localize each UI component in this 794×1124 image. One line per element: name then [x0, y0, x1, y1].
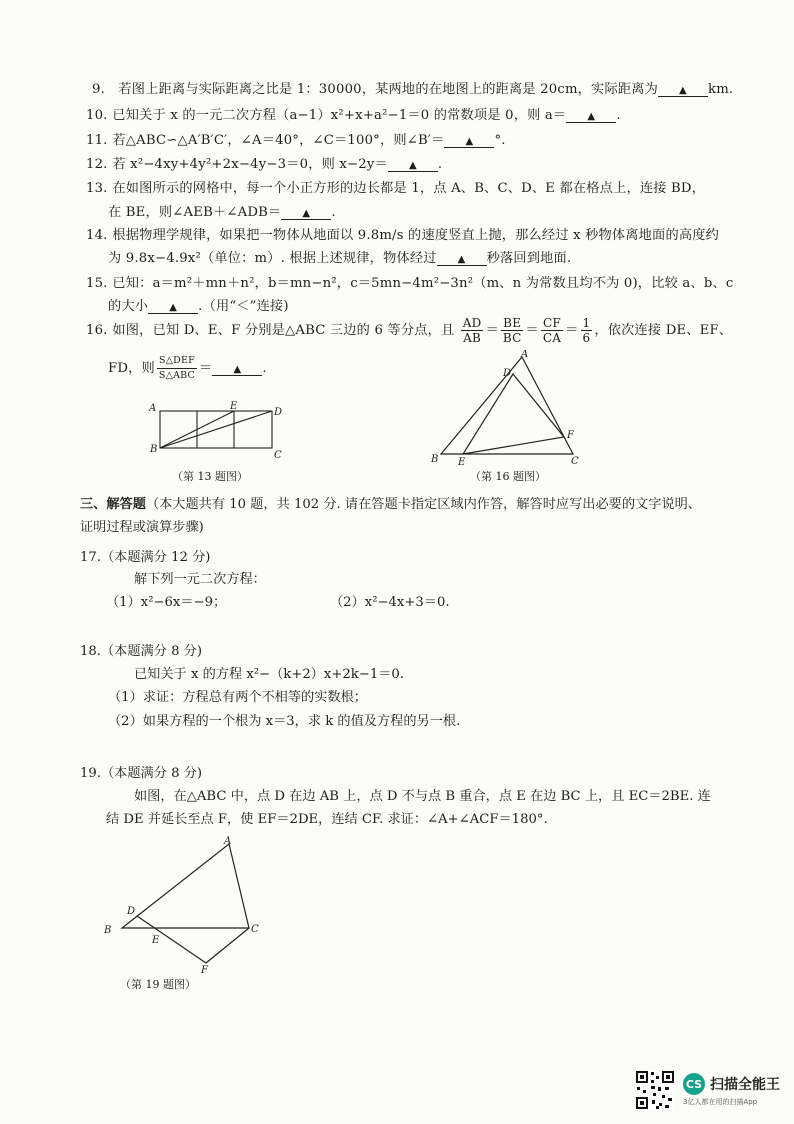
fig16-label-f: F	[567, 430, 574, 441]
figure-16-caption: （第 16 题图）	[470, 470, 546, 483]
fig19-label-d: D	[127, 906, 136, 917]
answer-blank[interactable]: ▲	[658, 85, 708, 97]
question-9: 9. 若图上距离与实际距离之比是 1：30000，某两地的在地图上的距离是 20cm，实际距离为 ▲ km.	[92, 82, 734, 97]
question-16: 16. 如图，已知 D、E、F 分别是△ABC 三边的 6 等分点，且 $\frac{AD}{AB}$ ＝ $\frac{BE}{BC}$ ＝ $\frac{CF}{CA}$ ＝ $\frac{1}{6}$ ，依次连接 DE、EF、	[86, 316, 733, 345]
fig13-label-a: A	[149, 403, 157, 414]
answer-blank[interactable]: ▲	[566, 111, 616, 123]
figure-13	[146, 398, 296, 464]
question-19-line2: 结 DE 并延长至点 F，使 EF＝2DE，连结 CF. 求证：∠A+∠ACF＝180°.	[106, 812, 548, 827]
question-14-line2: 为 9.8x−4.9x²（单位：m）. 根据上述规律，物体经过 ▲ 秒落回到地面.	[108, 251, 572, 266]
answer-blank[interactable]: ▲	[388, 160, 438, 172]
fig13-label-c: C	[274, 450, 282, 461]
fraction-cf-ca: $\frac{CF}{CA}$	[542, 316, 562, 345]
question-10: 10. 已知关于 x 的一元二次方程（a−1）x²+x+a²−1＝0 的常数项是 0，则 a＝ ▲ .	[86, 108, 621, 123]
figure-19-caption: （第 19 题图）	[120, 978, 196, 991]
fig19-label-c: C	[251, 924, 259, 935]
camscanner-logo: CS	[683, 1073, 705, 1095]
question-11: 11. 若△ABC∽△A′B′C′，∠A＝40°，∠C＝100°，则∠B′＝ ▲ °.	[86, 133, 506, 148]
fig16-label-e: E	[458, 457, 466, 468]
question-15: 15. 已知：a＝m²＋mn＋n²，b＝mn−n²，c＝5mn−4m²−3n²（m、n 为常数且均不为 0)，比较 a、b、c	[86, 276, 734, 291]
fig19-label-a: A	[224, 836, 232, 847]
question-17-part2: （2）x²−4x+3＝0.	[330, 595, 450, 610]
fig13-label-e: E	[230, 401, 238, 412]
question-18-part2: （2）如果方程的一个根为 x＝3，求 k 的值及方程的另一根.	[108, 714, 461, 729]
question-19-line1: 如图，在△ABC 中，点 D 在边 AB 上，点 D 不与点 B 重合，点 E 在边 BC 上，且 EC＝2BE. 连	[134, 789, 711, 804]
fig19-label-b: B	[104, 925, 112, 936]
answer-blank[interactable]: ▲	[212, 364, 262, 376]
figure-16	[425, 350, 595, 468]
question-18-head: 18.（本题满分 8 分)	[80, 644, 203, 659]
fig16-label-c: C	[571, 456, 579, 467]
fig13-label-d: D	[274, 407, 283, 418]
question-13: 13. 在如图所示的网格中，每一个小正方形的边长都是 1，点 A、B、C、D、E 都在格点上，连接 BD，	[86, 181, 706, 196]
question-19-head: 19.（本题满分 8 分)	[80, 766, 203, 781]
question-13-line2: 在 BE，则∠AEB＋∠ADB＝ ▲ .	[108, 205, 336, 220]
fraction-area-ratio: $\frac{\text{S△DEF}}{\text{S△ABC}}$	[158, 355, 196, 381]
fraction-one-sixth: $\frac{1}{6}$	[582, 316, 591, 345]
fig16-label-b: B	[431, 454, 439, 465]
section-3-desc-line2: 证明过程或演算步骤)	[80, 520, 204, 535]
question-17-head: 17.（本题满分 12 分)	[80, 550, 211, 565]
question-17-intro: 解下列一元二次方程：	[134, 572, 266, 587]
answer-blank[interactable]: ▲	[444, 136, 494, 148]
question-18-intro: 已知关于 x 的方程 x²−（k+2）x+2k−1＝0.	[134, 667, 404, 682]
section-3-header: 三、解答题（本大题共有 10 题，共 102 分. 请在答题卡指定区域内作答，解答时应写出必要的文字说明、	[80, 497, 701, 512]
fig19-label-e: E	[152, 935, 160, 946]
question-17-part1: （1）x²−6x＝−9；	[106, 595, 227, 610]
camscanner-watermark	[635, 1070, 780, 1110]
answer-blank[interactable]: ▲	[281, 208, 331, 220]
question-15-line2: 的大小 ▲ .（用“＜”连接)	[108, 299, 289, 314]
question-14: 14. 根据物理学规律，如果把一物体从地面以 9.8m/s 的速度竖直上抛，那么经过 x 秒物体离地面的高度约	[86, 228, 719, 243]
section-3-title: 三、解答题	[80, 497, 146, 512]
fig16-label-d: D	[503, 368, 512, 379]
question-18-part1: （1）求证：方程总有两个不相等的实数根；	[108, 690, 367, 705]
question-16-line2: FD，则 $\frac{\text{S△DEF}}{\text{S△ABC}}$ ＝ ▲ .	[108, 355, 267, 381]
fig13-label-b: B	[150, 444, 158, 455]
question-12: 12. 若 x²−4xy+4y²+2x−4y−3＝0，则 x−2y＝ ▲ .	[86, 157, 443, 172]
figure-13-caption: （第 13 题图）	[172, 470, 248, 483]
qr-code-icon	[635, 1070, 675, 1110]
figure-19	[100, 832, 270, 974]
fraction-ad-ab: $\frac{AD}{AB}$	[462, 316, 482, 345]
answer-blank[interactable]: ▲	[148, 302, 198, 314]
fig16-label-a: A	[521, 350, 529, 360]
fig19-label-f: F	[201, 965, 208, 974]
fraction-be-bc: $\frac{BE}{BC}$	[502, 316, 522, 345]
answer-blank[interactable]: ▲	[437, 254, 487, 266]
camscanner-title: 扫描全能王	[710, 1077, 780, 1093]
camscanner-subtitle: 3亿人都在用的扫描App	[683, 1098, 758, 1106]
